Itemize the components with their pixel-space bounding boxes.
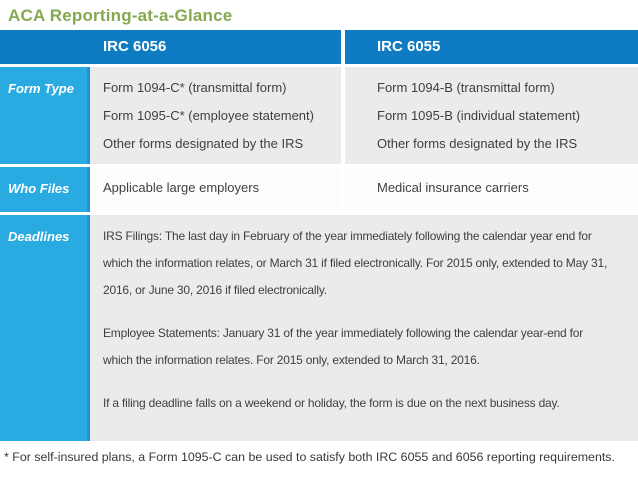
cell-form-type-irc6056: [90, 67, 341, 164]
page-title: ACA Reporting-at-a-Glance: [8, 6, 233, 25]
row-label-who-files: Who Files: [0, 167, 90, 212]
who-files-item: Applicable large employers: [103, 180, 260, 195]
form-item: Other forms designated by the IRS: [103, 136, 304, 151]
deadline-paragraph-weekend-holiday: If a filing deadline falls on a weekend or holiday, the form is due on the next business day.: [103, 396, 560, 410]
row-label-deadlines: Deadlines: [0, 215, 90, 441]
footnote: * For self-insured plans, a Form 1095-C can be used to satisfy both IRC 6055 and 6056 reporting requirements.: [4, 450, 615, 464]
row-label-form-type: Form Type: [0, 67, 90, 164]
form-item: Other forms designated by the IRS: [377, 136, 578, 151]
who-files-item: Medical insurance carriers: [377, 180, 529, 195]
aca-reporting-table: [0, 30, 638, 441]
form-item: Form 1095-C* (employee statement): [103, 108, 314, 123]
column-header-irc-6055: IRC 6055: [345, 30, 638, 64]
form-item: Form 1095-B (individual statement): [377, 108, 581, 123]
form-item: Form 1094-B (transmittal form): [377, 80, 555, 95]
form-item: Form 1094-C* (transmittal form): [103, 80, 287, 95]
cell-who-files-irc6055: [345, 167, 638, 212]
deadline-paragraph-irs-filings: IRS Filings: The last day in February of the year immediately following the calendar year end for which the information relates, or March 31 if filed electronically. For 2015 only, extended to May 31, 2016, or June 30, 2016 if filed electronically.: [103, 229, 608, 297]
column-header-irc-6056: IRC 6056: [0, 30, 341, 64]
cell-who-files-irc6056: [90, 167, 341, 212]
cell-form-type-irc6055: [345, 67, 638, 164]
cell-deadlines-merged: [90, 215, 638, 441]
deadline-paragraph-employee-statements: Employee Statements: January 31 of the year immediately following the calendar year-end for which the information relates. For 2015 only, extended to March 31, 2016.: [103, 326, 584, 367]
